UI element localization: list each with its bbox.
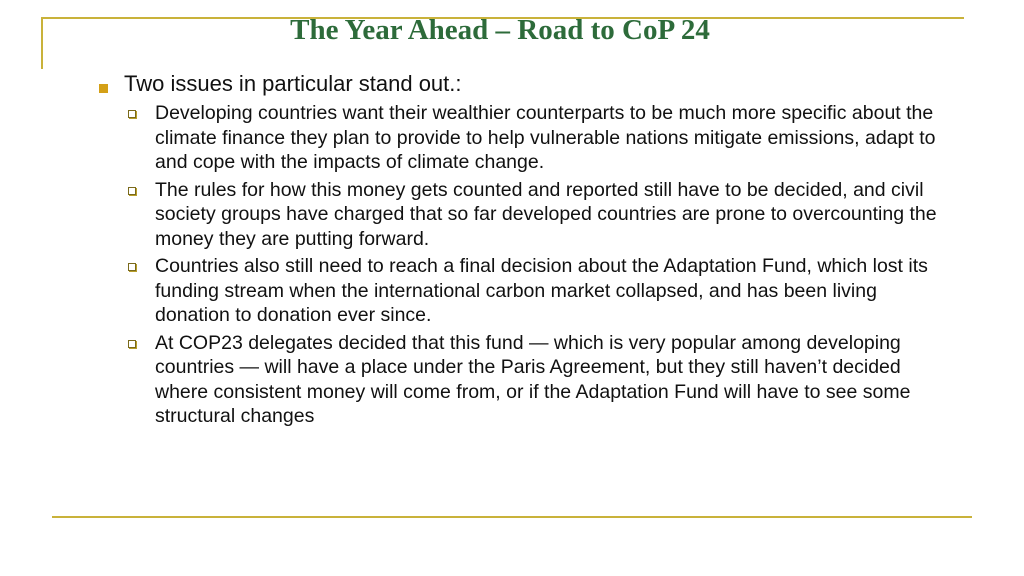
hollow-square-bullet-icon [128,263,136,271]
square-bullet-icon [99,84,108,93]
sub-bullet [128,254,966,328]
hollow-square-bullet-icon [128,187,136,195]
slide-title: The Year Ahead – Road to CoP 24 [290,14,710,46]
frame-bottom-line [52,516,972,518]
main-bullet [96,70,966,98]
sub-bullet [128,101,966,175]
sub-bullet-text: The rules for how this money gets counted and reported still have to be decided, and civil society groups have charged that so far developed countries are prone to overcounting the money they are putting forward. [155,178,937,250]
sub-bullet-text: Countries also still need to reach a final decision about the Adaptation Fund, which lost its funding stream when the international carbon market collapsed, and has been living donation to donation ever since. [155,255,928,326]
sub-bullet-text: Developing countries want their wealthier counterparts to be much more specific about the climate finance they plan to provide to help vulnerable nations mitigate emissions, adapt to and cope with the impacts of climate change. [155,102,936,173]
sub-bullet-text: At COP23 delegates decided that this fund — which is very popular among developing countries — will have a place under the Paris Agreement, but they still haven’t decided where consistent money will come from, or if the Adaptation Fund will have to see some structural changes [155,331,911,427]
slide-content [96,70,966,429]
sub-bullet [128,331,966,429]
hollow-square-bullet-icon [128,340,136,348]
sub-bullet-list [128,101,966,429]
main-bullet-text: Two issues in particular stand out.: [124,71,462,96]
sub-bullet [128,178,966,252]
hollow-square-bullet-icon [128,110,136,118]
